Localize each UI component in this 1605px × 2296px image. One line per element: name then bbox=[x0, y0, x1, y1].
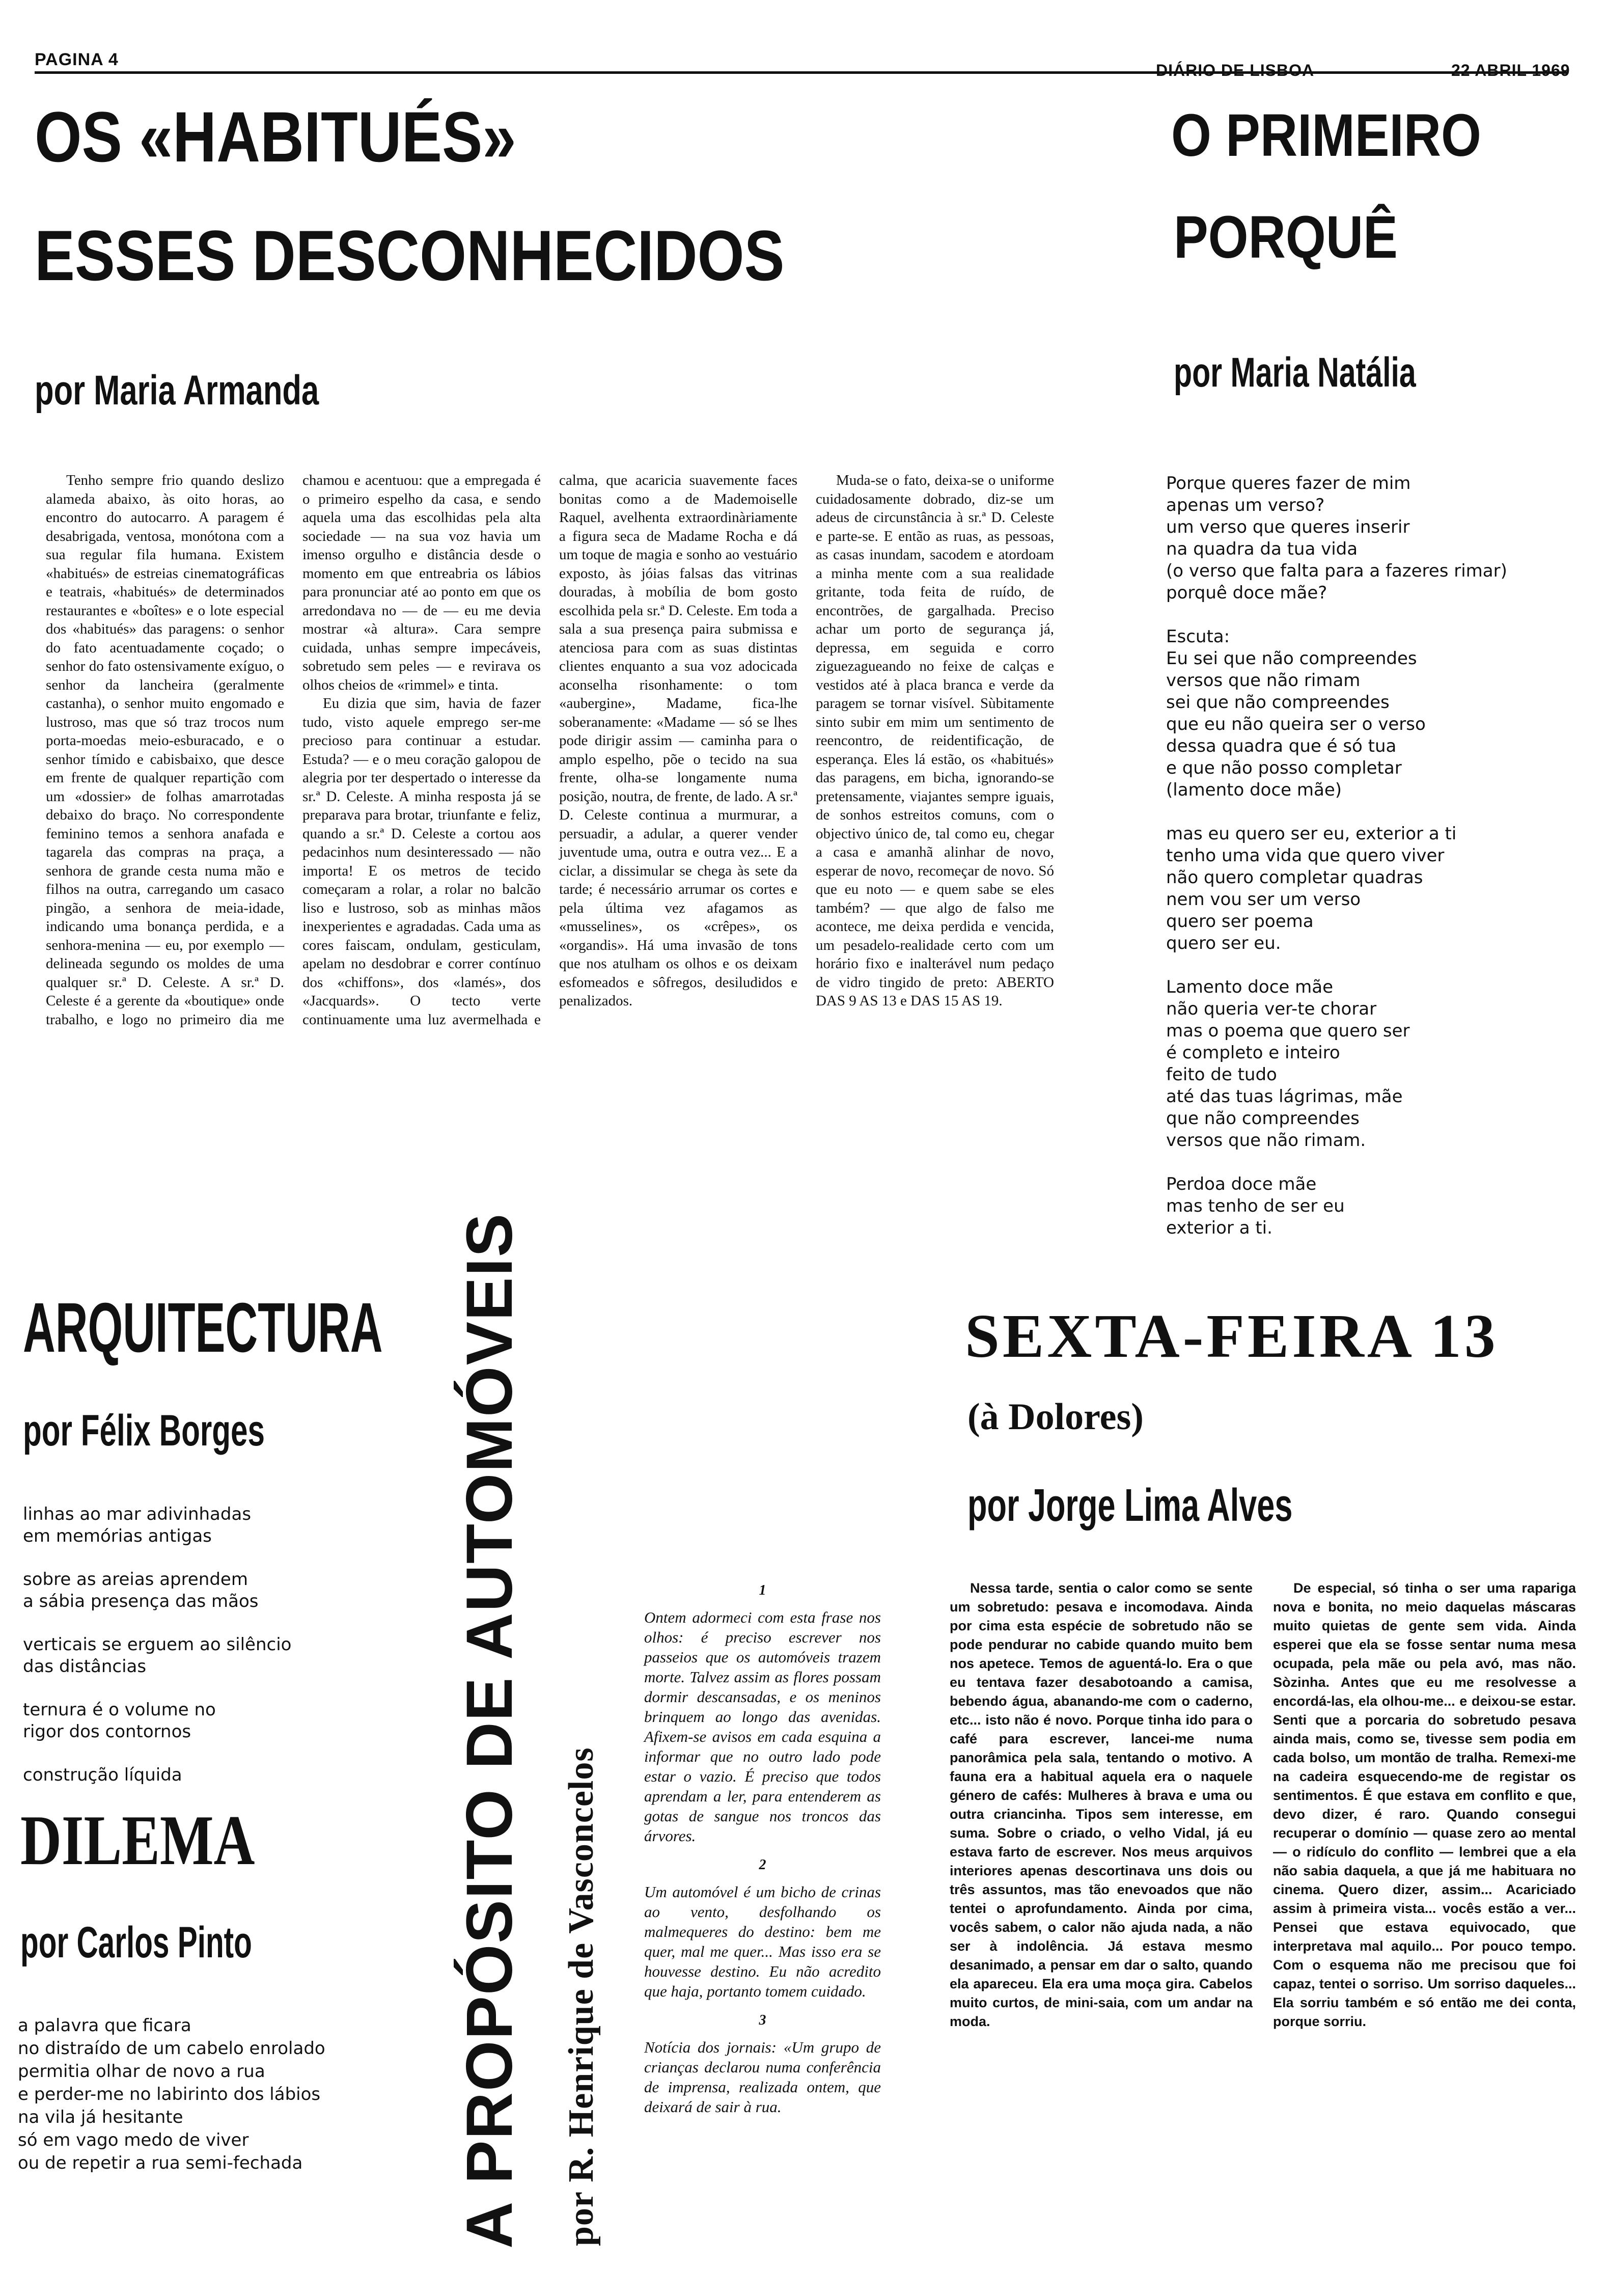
article-title-dilema: DILEMA bbox=[20, 1801, 255, 1880]
poem-line: apenas um verso? bbox=[1166, 495, 1325, 515]
header-rule bbox=[35, 71, 1567, 74]
paragraph: Muda-se o fato, deixa-se o uniforme cuidadosamente dobrado, diz-se um adeus de circunstância à sr.ª D. Celeste e parte-se. E então as ruas, as pessoas, as casas inundam, sacodem e atordoam a minha mente com a sua realidade gritante, toda feita de ruído, de encontrões, de gargalhada. Preciso achar um porto de segurança já, depressa, em seguida e corro ziguezagueando no feixe de calças e vestidos até à placa branca e verde da paragem se tornar visível. Sùbitamente sinto subir em mim um sentimento de reencontro, de reidentificação, de esperança. Eles lá estão, os «habitués» das paragens, em bicha, ignorando-se pretensamente, viajantes sempre iguais, de sonhos estreitos comuns, com o objectivo único de, tal como eu, chegar a casa e amanhã alinhar de novo, esperar de novo, recomeçar de novo. Só que eu noto — e quem sabe se eles também? — que algo de falso me acontece, me deixa perdida e vencida, um pesadelo-realidade certo com um horário fixo e inalterável num pedaço de vidro tingido de preto: ABERTO DAS 9 AS 13 e DAS 15 AS 19. bbox=[816, 472, 1054, 1009]
issue-date: 22 ABRIL 1969 bbox=[1451, 61, 1570, 79]
poem-line: em memórias antigas bbox=[23, 1526, 212, 1546]
poem-line: sobre as areias aprendem bbox=[23, 1569, 248, 1590]
article-title-automoveis: A PROPÓSITO DE AUTOMÓVEIS bbox=[453, 1212, 526, 2249]
poem-line: Perdoa doce mãe bbox=[1166, 1174, 1317, 1194]
poem-line: porquê doce mãe? bbox=[1166, 583, 1327, 603]
poem-line: linhas ao mar adivinhadas bbox=[23, 1504, 252, 1524]
article-title-primeiro-line2: PORQUÊ bbox=[1174, 204, 1398, 271]
byline-maria-armanda: por Maria Armanda bbox=[35, 367, 319, 414]
poem-stanza bbox=[23, 1504, 446, 1547]
poem-line: não quero completar quadras bbox=[1166, 867, 1423, 888]
article-body-habitues bbox=[46, 471, 1054, 1243]
article-title-arquitectura: ARQUITECTURA bbox=[23, 1289, 383, 1367]
byline-maria-natalia: por Maria Natália bbox=[1174, 349, 1416, 396]
poem-line: tenho uma vida que quero viver bbox=[1166, 845, 1445, 866]
poem-stanza bbox=[1166, 1173, 1584, 1239]
poem-line: (lamento doce mãe) bbox=[1166, 780, 1342, 800]
poem-line: verticais se erguem ao silêncio bbox=[23, 1634, 292, 1655]
article-subtitle-dolores: (à Dolores) bbox=[967, 1396, 1144, 1438]
poem-line: nem vou ser um verso bbox=[1166, 889, 1361, 910]
section-text: Ontem adormeci com esta frase nos olhos: é preciso escrever nos passeios que os automóveis trazem morte. Talvez assim as flores possam dormir descansadas, e os meninos brinquem ao longo das avenidas. Afixem-se avisos em cada esquina a informar que no outro lado pode estar o vazio. É preciso que todos aprendam a ler, para entenderem as gotas de sangue nos troncos das árvores. bbox=[644, 1608, 881, 1845]
poem-line: exterior a ti. bbox=[1166, 1218, 1272, 1238]
poem-line: construção líquida bbox=[23, 1765, 182, 1785]
section-number: 1 bbox=[759, 1582, 766, 1598]
poem-stanza bbox=[1166, 823, 1584, 954]
byline-felix-borges: por Félix Borges bbox=[23, 1406, 265, 1455]
article-title-primeiro-line1: O PRIMEIRO bbox=[1171, 102, 1481, 169]
section-text: Um automóvel é um bicho de crinas ao vento, desfolhando os malmequeres do destino: bem me quer, mal me quer... Mas isso era se houvesse destino. Eu não acredito que haja, portanto tomem cuidado. bbox=[644, 1883, 881, 2000]
poem-stanza bbox=[23, 1569, 446, 1612]
paragraph: De especial, só tinha o ser uma rapariga nova e bonita, no meio daquelas máscaras muito quietas de gente sem vida. Ainda esperei que ela se fosse sentar numa mesa ocupada, pela mãe ou pela avó, mas não. Sòzinha. Antes que eu me resolvesse a encordá-las, ela olhou-me... e deixou-se estar. Senti que a porcaria do sobretudo pesava ainda mais, como se, tivesse sem podia em cada bolso, um montão de tralha. Remexi-me na cadeira esquecendo-me de registar os sentimentos. É que estava em conflito e que, devo dizer, é raro. Quando consegui recuperar o domínio — quase zero ao mental — o ridículo do conflito — lembrei que a ela não sabia daquela, a que já me habituara no cinema. Quero dizer, assim... Acariciado assim à primeira vista... vocês estão a ver... Pensei que estava equivocado, que interpretava mal aquilo... Por pouco tempo. Com o esquema não me precisou que foi capaz, tentei o sorriso. Um sorriso daqueles... Ela sorriu também e só então me dei conta, porque sorriu. bbox=[1273, 1580, 1576, 2029]
poem-line: dessa quadra que é só tua bbox=[1166, 736, 1397, 756]
byline-jorge-lima-alves: por Jorge Lima Alves bbox=[967, 1480, 1293, 1531]
paragraph: Eu dizia que sim, havia de fazer tudo, visto aquele emprego ser-me precioso para continuar a estudar. Estuda? — e o meu coração galopou de alegria por ter despertado o interesse da sr.ª D. Celeste. A minha resposta já se preparava para brotar, triunfante e feliz, quando a sr.ª D. Celeste a cortou aos pedacinhos num desinteressado — não importa! E os metros de tecido começaram a rolar, a rolar no balcão liso e lustroso, sob as minhas mãos inexperientes e agradadas. Cada uma as cores faiscam, ondulam, gesticulam, apelam no desdobrar e correr contínuo dos «chiffons», dos «lamés», dos «Jacquards». O tecto verte continuamente uma luz avermelhada e calma, que acaricia suavemente faces bonitas como a de Mademoiselle Raquel, avelhenta extraordinàriamente a figura seca de Madame Rocha e dá um toque de magia e sonho ao vestuário exposto, às jóias falsas das vitrinas douradas, à mobília de bom gosto escolhida pela sr.ª D. Celeste. Em toda a sala a sua presença paira submissa e atenciosa para com as suas distintas clientes enquanto a sua voz adocicada aconselha risonhamente: o tom «aubergine», Madame, fica-lhe soberanamente: «Madame — só se lhes pode dirigir assim — caminha para o amplo espelho, põe o tecido na sua frente, olha-se longamente numa posição, noutra, de frente, de lado. A sr.ª D. Celeste continua a murmurar, a persuadir, a adular, a querer vender juventude uma, outra e outra vez... E a ciclar, a dissimular se chega às sete da tarde; é necessário arrumar os cortes e pela última vez afagamos as «musselines», os «crêpes», os «organdis». Há uma invasão de tons que nos atulham os olhos e os deixam esfomeados e sôfregos, desiludidos e penalizados. bbox=[302, 472, 797, 1028]
paragraph: Tenho sempre frio quando deslizo alameda abaixo, às oito horas, ao encontro do autocarro. A paragem é desabrigada, ventosa, monótona com a sua regular fila humana. Existem «habitués» de estreias cinematográficas e teatrais, «habitués» de determinados restaurantes e «boîtes» e o lote especial dos «habitués» das paragens: o senhor do fato acentuadamente coçado; o senhor do fato ostensivamente exíguo, o senhor da lancheira (geralmente castanha), o senhor muito engomado e lustroso, mas que só traz trocos num porta-moedas meio-esburacado, e o senhor tímido e cabisbaixo, que desce em frente de qualquer repartição com um «dossier» de folhas amarrotadas debaixo do braço. No correspondente feminino temos a senhora anafada e tagarela das compras na praça, a senhora de grande cesta numa mão e filhos na outra, carregando um casaco pingão, a senhora de meia-idade, indicando uma bonança perdida, e a senhora-menina — eu, por exemplo — delineada segundo os moldes de uma qualquer sr.ª D. Celeste. A sr.ª D. Celeste é a gerente da «boutique» onde trabalho, e logo no primeiro dia me chamou e acentuou: que a empregada é o primeiro espelho da casa, e sendo aquela uma das escolhidas pela alta sociedade — na sua voz havia um imenso orgulho e distância desde o momento em que entreabria os lábios para pronunciar até ao ponto em que os arredondava no — de — eu me devia mostrar «à altura». Cara sempre cuidada, unhas sempre impecáveis, sobretudo sem peles — e revirava os olhos cheios de «rimmel» e tinta. bbox=[46, 472, 541, 1028]
poem-primeiro-porque bbox=[1166, 473, 1584, 1261]
poem-line: que eu não queira ser o verso bbox=[1166, 714, 1426, 734]
poem-line: versos que não rimam. bbox=[1166, 1130, 1366, 1151]
poem-line: na quadra da tua vida bbox=[1166, 539, 1358, 559]
poem-stanza bbox=[1166, 473, 1584, 604]
page-number-label: PAGINA 4 bbox=[35, 50, 119, 69]
poem-line: a sábia presença das mãos bbox=[23, 1591, 259, 1611]
article-title-sexta-feira: SEXTA-FEIRA 13 bbox=[965, 1302, 1499, 1371]
article-title-habitues-line1: OS «HABITUÉS» bbox=[35, 97, 516, 177]
poem-line: sei que não compreendes bbox=[1166, 692, 1390, 713]
byline-carlos-pinto: por Carlos Pinto bbox=[20, 1918, 252, 1967]
poem-line: mas eu quero ser eu, exterior a ti bbox=[1166, 824, 1457, 844]
article-title-habitues-line2: ESSES DESCONHECIDOS bbox=[35, 215, 785, 295]
poem-line: até das tuas lágrimas, mãe bbox=[1166, 1086, 1403, 1107]
poem-stanza bbox=[23, 1764, 446, 1786]
poem-line: mas o poema que quero ser bbox=[1166, 1021, 1410, 1041]
poem-line: ternura é o volume no bbox=[23, 1700, 216, 1720]
poem-line: Eu sei que não compreendes bbox=[1166, 648, 1417, 669]
poem-line: não queria ver-te chorar bbox=[1166, 999, 1377, 1019]
paragraph: Nessa tarde, sentia o calor como se sente um sobretudo: pesava e incomodava. Ainda por cima esta espécie de sobretudo não se pode pendurar no cabide quando muito bem nos apetece. Temos de aguentá-lo. Era o que eu tentava fazer desabotoando a camisa, bebendo água, abanando-me com o caderno, etc... isto não é novo. Porque tinha ido para o café para escrever, lancei-me numa panorâmica pela sala, tentando o motivo. A fauna era a habitual aquela era o naquele género de cafés: Mulheres à brava e uma ou outra criancinha. Tipos sem interesse, em suma. Sobre o criado, o velho Vidal, já eu estava farto de escrever. Nos meus arquivos interiores apenas descortinava uns dois ou três assuntos, mas tão enevoados que não tentei o aprofundamento. Ainda por cima, vocês sabem, o calor não ajuda nada, a não ser à indolência. Já estava mesmo desanimado, a pensar em dar o salto, quando ela apareceu. Ela era uma moça gira. Cabelos muito curtos, de mini-saia, com um andar na moda. bbox=[950, 1580, 1253, 2029]
poem-stanza bbox=[1166, 976, 1584, 1152]
article-body-sexta-feira bbox=[950, 1579, 1576, 2287]
section-number: 2 bbox=[759, 1857, 766, 1873]
poem-line: a palavra que ficara bbox=[18, 2015, 191, 2036]
section-number: 3 bbox=[759, 2012, 766, 2028]
poem-line: na vila já hesitante bbox=[18, 2107, 183, 2127]
poem-stanza bbox=[23, 1699, 446, 1743]
byline-henrique-vasconcelos: por R. Henrique de Vasconcelos bbox=[562, 1747, 601, 2246]
poem-line: quero ser poema bbox=[1166, 911, 1314, 932]
newspaper-name: DIÁRIO DE LISBOA bbox=[1156, 61, 1315, 79]
poem-line: só em vago medo de viver bbox=[18, 2130, 249, 2150]
section-text: Notícia dos jornais: «Um grupo de crianças declarou numa conferência de imprensa, realizada ontem, que deixará de sair à rua. bbox=[644, 2038, 881, 2116]
poem-line: das distâncias bbox=[23, 1656, 147, 1677]
poem-line: ou de repetir a rua semi-fechada bbox=[18, 2153, 303, 2173]
poem-line: que não compreendes bbox=[1166, 1108, 1360, 1129]
poem-line: rigor dos contornos bbox=[23, 1721, 191, 1742]
poem-dilema bbox=[18, 2014, 440, 2175]
poem-line: e que não posso completar bbox=[1166, 758, 1402, 778]
poem-line: Escuta: bbox=[1166, 626, 1230, 647]
poem-line: permitia olhar de novo a rua bbox=[18, 2061, 265, 2082]
poem-arquitectura bbox=[23, 1504, 446, 1808]
poem-line: Porque queres fazer de mim bbox=[1166, 473, 1411, 494]
poem-line: (o verso que falta para a fazeres rimar) bbox=[1166, 561, 1507, 581]
poem-line: no distraído de um cabelo enrolado bbox=[18, 2038, 325, 2059]
poem-stanza bbox=[23, 1634, 446, 1678]
poem-line: um verso que queres inserir bbox=[1166, 517, 1410, 537]
poem-line: feito de tudo bbox=[1166, 1064, 1277, 1085]
poem-line: e perder-me no labirinto dos lábios bbox=[18, 2084, 321, 2104]
article-body-automoveis bbox=[644, 1571, 881, 2117]
poem-line: versos que não rimam bbox=[1166, 670, 1361, 691]
poem-stanza bbox=[1166, 626, 1584, 801]
poem-line: é completo e inteiro bbox=[1166, 1043, 1340, 1063]
poem-line: quero ser eu. bbox=[1166, 933, 1281, 953]
poem-line: mas tenho de ser eu bbox=[1166, 1196, 1345, 1216]
poem-line: Lamento doce mãe bbox=[1166, 977, 1333, 997]
